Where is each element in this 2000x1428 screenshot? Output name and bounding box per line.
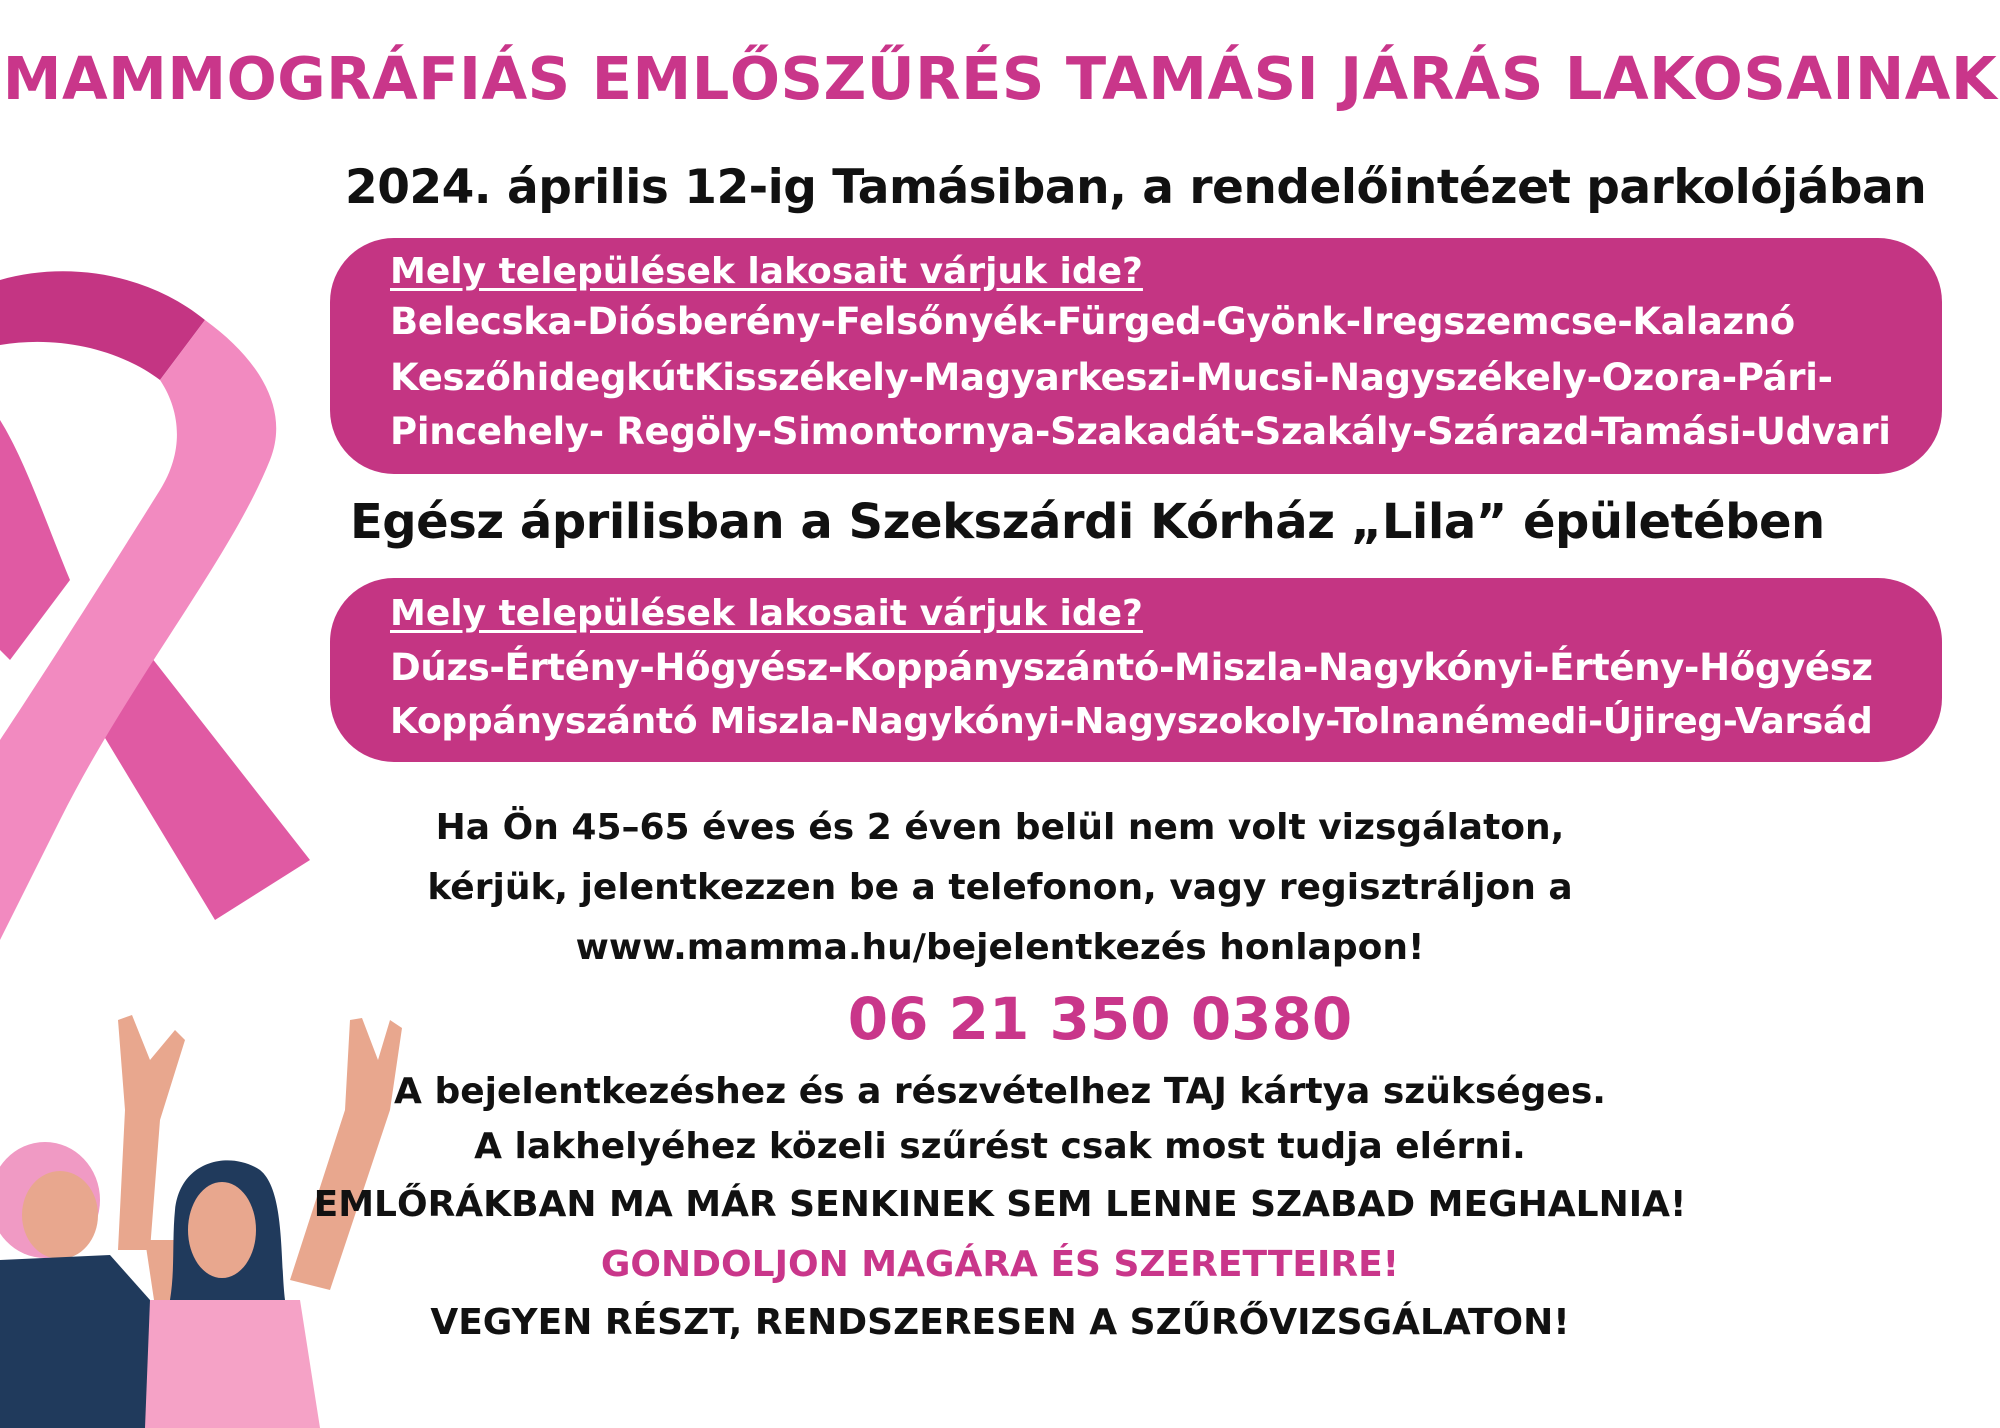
location-1-towns-line: Belecska-Diósberény-Felsőnyék-Fürged-Gyönk-Iregszemcse-Kalaznó [390,300,1795,343]
info-line: kérjük, jelentkezzen be a telefonon, vagy regisztráljon a [427,867,1573,908]
location-2-towns-line: Koppányszántó Miszla-Nagykónyi-Nagyszokoly-Tolnanémedi-Újireg-Varsád [390,701,1873,742]
info-line: A lakhelyéhez közeli szűrést csak most tudja elérni. [474,1126,1526,1167]
location-1-heading: 2024. április 12-ig Tamásiban, a rendelőintézet parkolójában [345,160,1927,215]
location-2-towns-box [330,578,1942,762]
location-1-towns-line: KeszőhidegkútKisszékely-Magyarkeszi-Mucsi-Nagyszékely-Ozora-Pári- [390,356,1833,399]
phone-number: 06 21 350 0380 [847,985,1353,1053]
slogan-line: VEGYEN RÉSZT, RENDSZERESEN A SZŰRŐVIZSGÁLATON! [430,1302,1570,1343]
location-2-heading: Egész áprilisban a Szekszárdi Kórház „Lila” épületében [350,494,1825,550]
slogan-line: EMLŐRÁKBAN MA MÁR SENKINEK SEM LENNE SZABAD MEGHALNIA! [313,1184,1687,1225]
location-1-towns-line: Pincehely- Regöly-Simontornya-Szakadát-Szakály-Szárazd-Tamási-Udvari [390,410,1891,453]
info-line: Ha Ön 45–65 éves és 2 éven belül nem volt vizsgálaton, [435,807,1565,848]
page-title: MAMMOGRÁFIÁS EMLŐSZŰRÉS TAMÁSI JÁRÁS LAKOSAINAK [2,44,1998,113]
location-1-towns-box [330,238,1942,474]
location-1-question: Mely települések lakosait várjuk ide? [390,251,1143,292]
info-website-line: www.mamma.hu/bejelentkezés honlapon! [575,927,1425,968]
info-line: A bejelentkezéshez és a részvételhez TAJ kártya szükséges. [394,1071,1606,1112]
location-2-question: Mely települések lakosait várjuk ide? [390,593,1143,634]
location-2-towns-line: Dúzs-Értény-Hőgyész-Koppányszántó-Miszla-Nagykónyi-Értény-Hőgyész [390,646,1873,689]
slogan-pink-line: GONDOLJON MAGÁRA ÉS SZERETTEIRE! [600,1244,1400,1285]
